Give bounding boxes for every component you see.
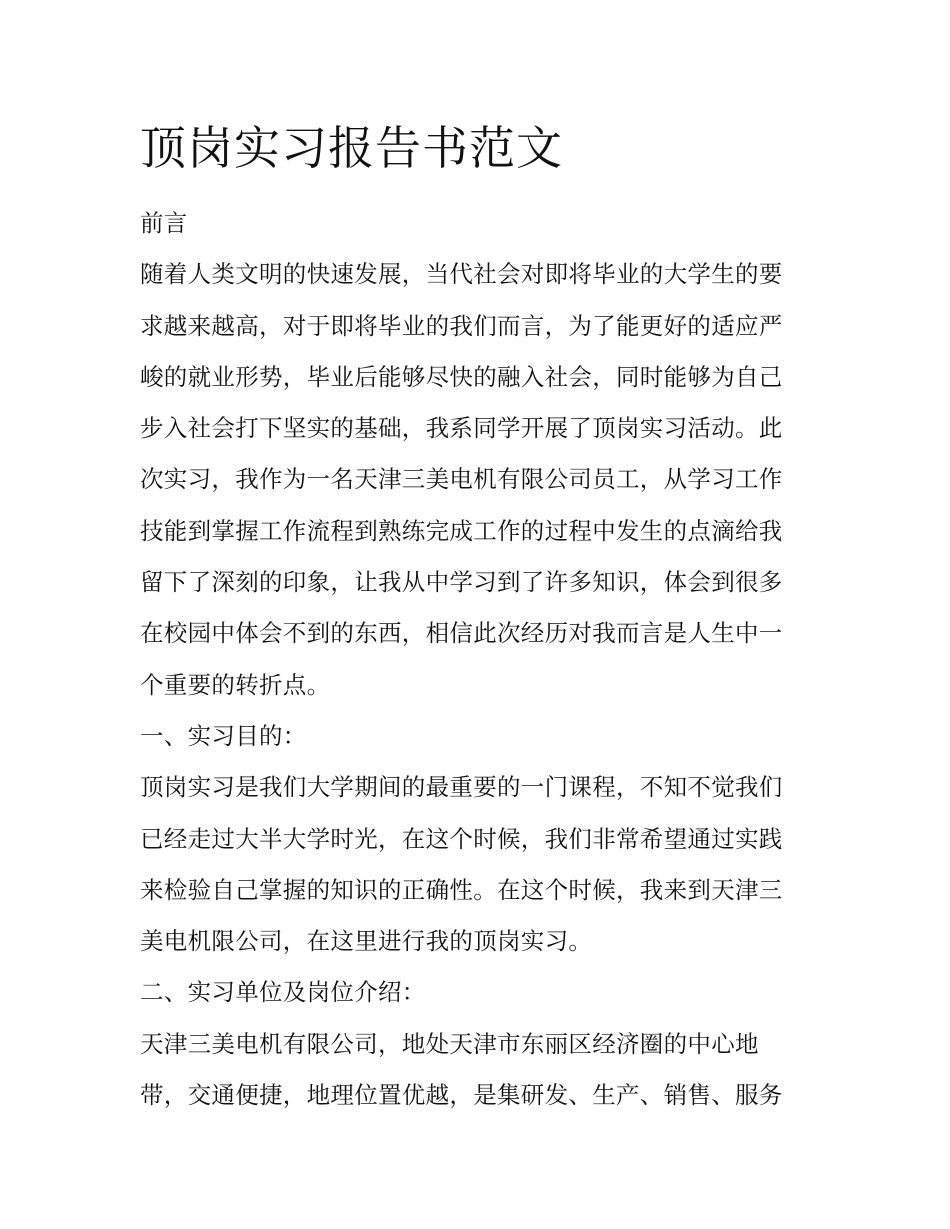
text-line: 天津三美电机有限公司，地处天津市东丽区经济圈的中心地 [140, 1029, 759, 1058]
text-line: 美电机限公司，在这里进行我的顶岗实习。 [140, 927, 593, 956]
text-line: 来检验自己掌握的知识的正确性。在这个时候，我来到天津三 [140, 875, 783, 904]
section-heading-unit-intro: 二、实习单位及岗位介绍： [140, 978, 426, 1007]
text-line: 顶岗实习是我们大学期间的最重要的一门课程，不知不觉我们 [140, 773, 783, 802]
text-line: 求越来越高，对于即将毕业的我们而言，为了能更好的适应严 [140, 311, 783, 340]
text-line: 技能到掌握工作流程到熟练完成工作的过程中发生的点滴给我 [140, 516, 783, 545]
document-body [140, 198, 820, 1121]
text-line: 个重要的转折点。 [140, 670, 331, 699]
text-line: 峻的就业形势，毕业后能够尽快的融入社会，同时能够为自己 [140, 362, 783, 391]
text-line: 次实习，我作为一名天津三美电机有限公司员工，从学习工作 [140, 465, 783, 494]
section-heading-preface: 前言 [140, 209, 188, 237]
text-line: 带，交通便捷，地理位置优越，是集研发、生产、销售、服务 [140, 1081, 783, 1110]
text-line: 已经走过大半大学时光，在这个时候，我们非常希望通过实践 [140, 824, 783, 853]
text-line: 留下了深刻的印象，让我从中学习到了许多知识，体会到很多 [140, 568, 783, 597]
text-line: 在校园中体会不到的东西，相信此次经历对我而言是人生中一 [140, 619, 783, 648]
text-line: 步入社会打下坚实的基础，我系同学开展了顶岗实习活动。此 [140, 414, 783, 443]
section-heading-purpose: 一、实习目的： [140, 721, 307, 750]
document-title: 顶岗实习报告书范文 [140, 121, 563, 175]
text-line: 随着人类文明的快速发展，当代社会对即将毕业的大学生的要 [140, 260, 783, 289]
